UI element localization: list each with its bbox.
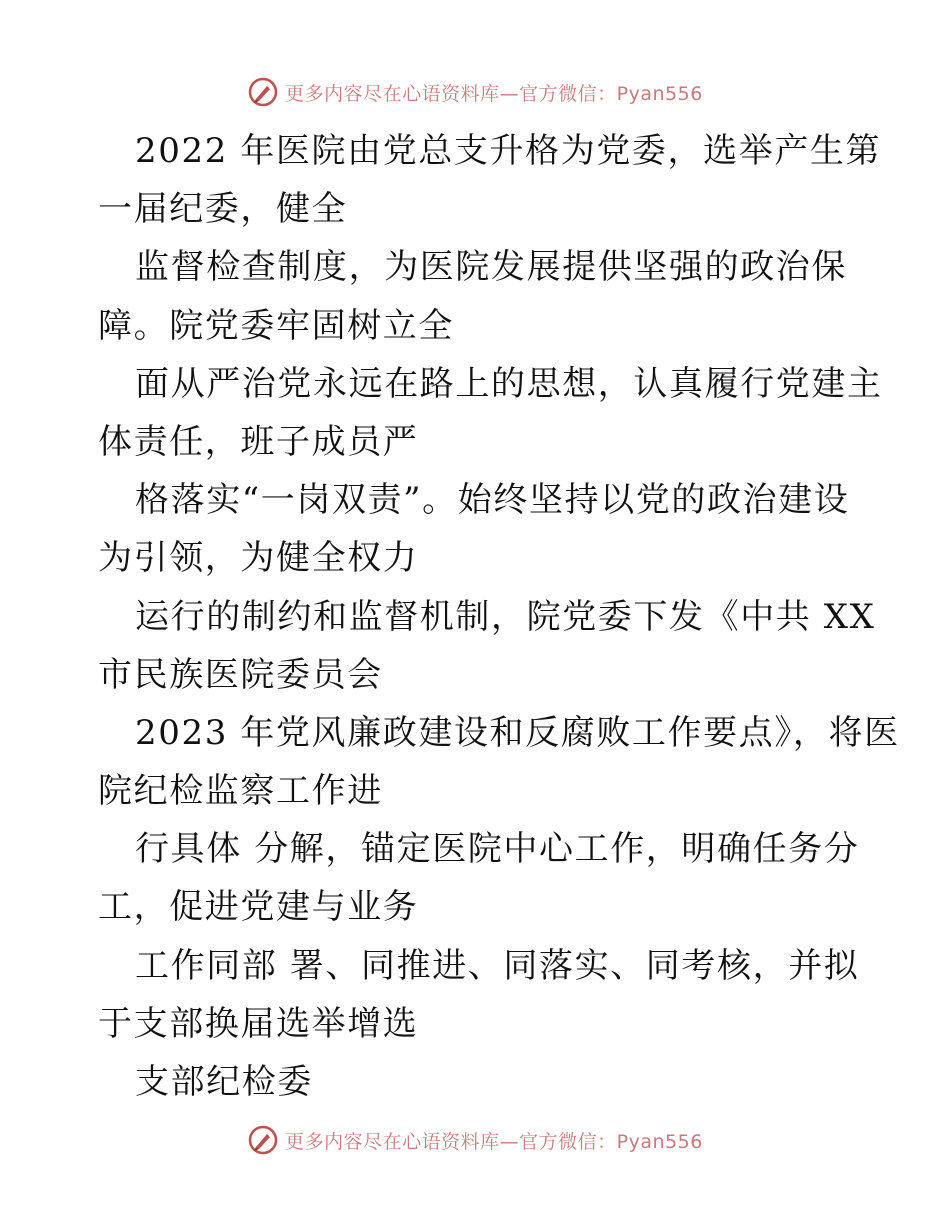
text-line: 格落实“一岗双责”。始终坚持以党的政治建设 <box>135 480 850 521</box>
pen-logo-icon <box>247 76 279 108</box>
text-line: 监督检查制度，为医院发展提供坚强的政治保 <box>135 247 847 288</box>
text-line: 于支部换届选举增选 <box>98 1003 419 1044</box>
text-line: 行具体 分解，锚定医院中心工作，明确任务分 <box>135 829 860 870</box>
footer-watermark <box>0 1120 950 1160</box>
watermark-text: 更多内容尽在心语资料库—官方微信：Pyan556 <box>285 1130 703 1153</box>
text-line: 支部纪检委 <box>135 1062 313 1102</box>
text-line: 院纪检监察工作进 <box>98 771 383 812</box>
text-line: 市民族医院委员会 <box>98 654 383 695</box>
text-line: 工，促进党建与业务 <box>98 887 419 928</box>
header-watermark <box>0 72 950 112</box>
text-line: 体责任，班子成员严 <box>98 421 419 462</box>
text-line: 一届纪委，健全 <box>98 189 348 230</box>
text-line: 障。院党委牢固树立全 <box>98 305 454 346</box>
text-line: 面从严治党永远在路上的思想，认真履行党建主 <box>135 363 883 404</box>
text-line: 2022 年医院由党总支升格为党委，选举产生第 <box>135 131 882 171</box>
text-line: 2023 年党风廉政建设和反腐败工作要点》，将医 <box>135 712 900 753</box>
watermark-text: 更多内容尽在心语资料库—官方微信：Pyan556 <box>285 82 703 105</box>
text-line: 工作同部 署、同推进、同落实、同考核，并拟 <box>135 945 860 986</box>
document-body <box>0 122 950 1111</box>
text-line: 为引领，为健全权力 <box>98 538 419 579</box>
text-line: 运行的制约和监督机制，院党委下发《中共 XX <box>135 596 876 637</box>
pen-logo-icon <box>247 1124 279 1156</box>
